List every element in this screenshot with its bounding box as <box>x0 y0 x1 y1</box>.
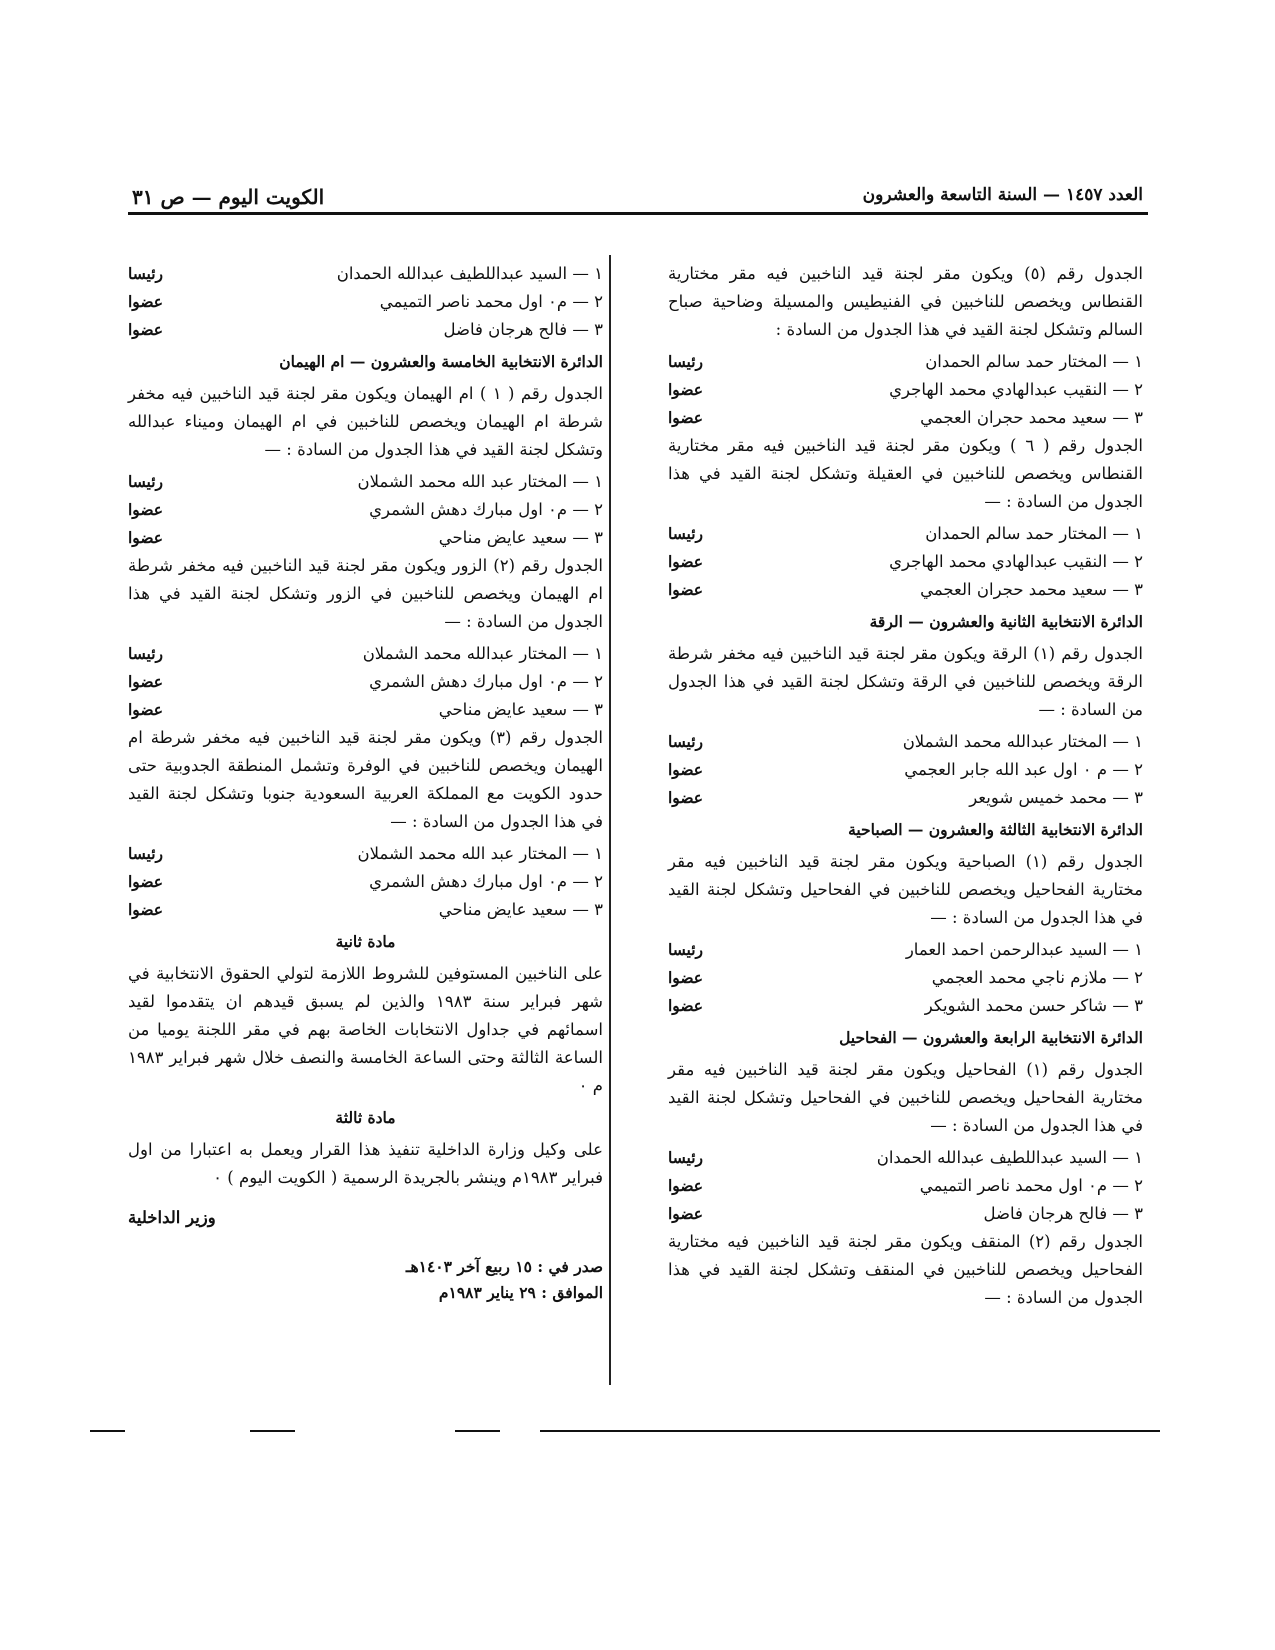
member-row <box>668 1200 1143 1228</box>
member-row <box>668 1144 1143 1172</box>
footer-rule-fragment <box>90 1430 125 1432</box>
footer-rule-fragment <box>455 1430 500 1432</box>
member-role: رئيسا <box>668 1148 704 1167</box>
member-name: ٢ — ملازم ناجي محمد العجمي <box>931 968 1143 987</box>
member-role: رئيسا <box>128 264 164 283</box>
member-row <box>128 840 603 868</box>
district-22-text: الجدول رقم (١) الرقة ويكون مقر لجنة قيد الناخبين فيه مخفر شرطة الرقة ويخصص للناخبين في الرقة وتشكل لجنة القيد في هذا الجدول من السادة : — <box>668 644 1143 719</box>
page-header: الكويت اليوم — ص ٣١ <box>132 185 325 209</box>
member-row <box>668 784 1143 812</box>
table-5-text: الجدول رقم (٥) ويكون مقر لجنة قيد الناخبين فيه مقر مختارية القنطاس ويخصص للناخبين في الفنيطيس والمسيلة وضاحية صباح السالم وتشكل لجنة القيد في هذا الجدول من السادة : <box>668 264 1143 339</box>
member-row <box>128 868 603 896</box>
member-role: رئيسا <box>668 524 704 543</box>
right-column <box>668 260 1143 1316</box>
member-role: عضوا <box>128 528 164 547</box>
article-2-heading: مادة ثانية <box>335 932 396 951</box>
header-rule <box>128 212 1148 215</box>
column-divider <box>609 255 611 1385</box>
district-25-heading: الدائرة الانتخابية الخامسة والعشرون — ام الهيمان <box>279 352 603 371</box>
member-role: عضوا <box>668 1176 704 1195</box>
member-row <box>668 1172 1143 1200</box>
member-row <box>128 288 603 316</box>
member-name: ٢ — النقيب عبدالهادي محمد الهاجري <box>889 552 1143 571</box>
member-role: رئيسا <box>128 644 164 663</box>
member-name: ٢ — م٠ اول مبارك دهش الشمري <box>369 500 603 519</box>
member-name: ٣ — سعيد عايض مناحي <box>438 528 603 547</box>
member-row <box>668 936 1143 964</box>
member-name: ٢ — النقيب عبدالهادي محمد الهاجري <box>889 380 1143 399</box>
district-22-heading: الدائرة الانتخابية الثانية والعشرون — الرقة <box>869 612 1143 631</box>
member-row <box>668 348 1143 376</box>
member-row <box>128 468 603 496</box>
member-name: ١ — المختار عبدالله محمد الشملان <box>902 732 1143 751</box>
member-row <box>128 316 603 344</box>
member-role: رئيسا <box>128 844 164 863</box>
member-name: ١ — المختار عبدالله محمد الشملان <box>362 644 603 663</box>
member-row <box>668 520 1143 548</box>
member-role: عضوا <box>128 900 164 919</box>
member-name: ٣ — شاكر حسن محمد الشويكر <box>924 996 1143 1015</box>
member-role: رئيسا <box>668 940 704 959</box>
member-row <box>668 728 1143 756</box>
member-role: رئيسا <box>668 732 704 751</box>
member-role: عضوا <box>668 760 704 779</box>
member-name: ١ — السيد عبداللطيف عبدالله الحمدان <box>876 1148 1143 1167</box>
minister-signature: وزير الداخلية <box>128 1208 216 1227</box>
district-23-heading: الدائرة الانتخابية الثالثة والعشرون — الصباحية <box>848 820 1143 839</box>
footer-rule-fragment <box>250 1430 295 1432</box>
district-24-heading: الدائرة الانتخابية الرابعة والعشرون — الفحاحيل <box>839 1028 1143 1047</box>
member-row <box>668 548 1143 576</box>
member-role: عضوا <box>128 320 164 339</box>
member-row <box>668 376 1143 404</box>
member-name: ٢ — م٠ اول محمد ناصر التميمي <box>919 1176 1143 1195</box>
member-row <box>128 260 603 288</box>
member-role: عضوا <box>668 552 704 571</box>
member-row <box>668 756 1143 784</box>
district-24-text: الجدول رقم (١) الفحاحيل ويكون مقر لجنة قيد الناخبين فيه مقر مختارية الفحاحيل ويخصص للناخبين في الفحاحيل وتشكل لجنة القيد في هذا الجدول من السادة : — <box>668 1060 1143 1135</box>
member-name: ٢ — م ٠ اول عبد الله جابر العجمي <box>904 760 1143 779</box>
district-25-table-1-text: الجدول رقم ( ١ ) ام الهيمان ويكون مقر لجنة قيد الناخبين فيه مخفر شرطة ام الهيمان ويخصص للناخبين في ام الهيمان وميناء عبدالله وتشكل لجنة القيد في هذا الجدول من السادة : — <box>128 384 604 459</box>
member-name: ١ — السيد عبداللطيف عبدالله الحمدان <box>336 264 603 283</box>
article-3-heading: مادة ثالثة <box>335 1108 396 1127</box>
article-3-text: على وكيل وزارة الداخلية تنفيذ هذا القرار ويعمل به اعتبارا من اول فبراير ١٩٨٣م وينشر بالجريدة الرسمية ( الكويت اليوم ) ٠ <box>128 1140 603 1187</box>
left-column <box>128 260 603 1306</box>
member-row <box>128 640 603 668</box>
district-25-table-2-text: الجدول رقم (٢) الزور ويكون مقر لجنة قيد الناخبين فيه مخفر شرطة ام الهيمان ويخصص للناخبين في الزور وتشكل لجنة القيد في هذا الجدول من السادة : — <box>128 556 603 631</box>
article-2-text: على الناخبين المستوفين للشروط اللازمة لتولي الحقوق الانتخابية في شهر فبراير سنة ١٩٨٣ والذين لم يسبق قيدهم ان يتقدموا لقيد اسمائهم في جداول الانتخابات الخاصة بهم في مقر اللجنة يوميا من الساعة الثالثة وحتى الساعة الخامسة والنصف خلال شهر فبراير ١٩٨٣ م ٠ <box>128 964 603 1095</box>
mangaf-table-text: الجدول رقم (٢) المنقف ويكون مقر لجنة قيد الناخبين فيه مختارية الفحاحيل ويخصص للناخبين في المنقف وتشكل لجنة القيد في هذا الجدول من السادة : — <box>668 1232 1143 1307</box>
table-6-text: الجدول رقم ( ٦ ) ويكون مقر لجنة قيد الناخبين فيه مقر مختارية القنطاس ويخصص للناخبين في العقيلة وتشكل لجنة القيد في هذا الجدول من السادة : — <box>668 436 1144 511</box>
member-name: ٣ — سعيد عايض مناحي <box>438 700 603 719</box>
member-role: عضوا <box>128 872 164 891</box>
member-row <box>128 896 603 924</box>
district-23-text: الجدول رقم (١) الصباحية ويكون مقر لجنة قيد الناخبين فيه مقر مختارية الفحاحيل ويخصص للناخبين في الفحاحيل وتشكل لجنة القيد في هذا الجدول من السادة : — <box>668 852 1143 927</box>
issue-header: العدد ١٤٥٧ — السنة التاسعة والعشرون <box>862 185 1143 205</box>
member-name: ٣ — محمد خميس شويعر <box>969 788 1143 807</box>
member-row <box>668 964 1143 992</box>
corresponding-date: الموافق : ٢٩ يناير ١٩٨٣م <box>438 1283 603 1302</box>
member-role: عضوا <box>668 996 704 1015</box>
member-row <box>128 696 603 724</box>
member-name: ٣ — سعيد محمد حجران العجمي <box>920 408 1143 427</box>
member-role: عضوا <box>668 1204 704 1223</box>
member-row <box>668 404 1143 432</box>
member-name: ١ — السيد عبدالرحمن احمد العمار <box>905 940 1143 959</box>
member-name: ٢ — م٠ اول مبارك دهش الشمري <box>369 672 603 691</box>
footer-rule <box>540 1430 1160 1432</box>
member-role: عضوا <box>128 700 164 719</box>
district-25-table-3-text: الجدول رقم (٣) ويكون مقر لجنة قيد الناخبين فيه مخفر شرطة ام الهيمان ويخصص للناخبين في الوفرة وتشمل المنطقة الجدوبية حتى حدود الكويت مع المملكة العربية السعودية جنوبا وتشكل لجنة القيد في هذا الجدول من السادة : — <box>128 728 603 831</box>
member-role: عضوا <box>668 580 704 599</box>
member-name: ١ — المختار حمد سالم الحمدان <box>925 352 1143 371</box>
member-role: عضوا <box>668 380 704 399</box>
issued-date: صدر في : ١٥ ربيع آخر ١٤٠٣هـ <box>405 1257 603 1276</box>
member-role: رئيسا <box>128 472 164 491</box>
member-role: رئيسا <box>668 352 704 371</box>
member-name: ١ — المختار حمد سالم الحمدان <box>925 524 1143 543</box>
member-name: ٣ — سعيد محمد حجران العجمي <box>920 580 1143 599</box>
member-role: عضوا <box>128 500 164 519</box>
member-row <box>128 668 603 696</box>
member-role: عضوا <box>668 788 704 807</box>
member-name: ٣ — سعيد عايض مناحي <box>438 900 603 919</box>
member-row <box>668 576 1143 604</box>
member-role: عضوا <box>668 968 704 987</box>
member-name: ٢ — م٠ اول مبارك دهش الشمري <box>369 872 603 891</box>
member-row <box>128 496 603 524</box>
member-role: عضوا <box>668 408 704 427</box>
member-name: ١ — المختار عبد الله محمد الشملان <box>357 472 603 491</box>
issue-date-block <box>128 1254 603 1306</box>
member-row <box>668 992 1143 1020</box>
member-role: عضوا <box>128 292 164 311</box>
member-name: ٣ — فالح هرجان فاضل <box>983 1204 1143 1223</box>
member-name: ٣ — فالح هرجان فاضل <box>443 320 603 339</box>
member-name: ١ — المختار عبد الله محمد الشملان <box>357 844 603 863</box>
member-row <box>128 524 603 552</box>
member-role: عضوا <box>128 672 164 691</box>
member-name: ٢ — م٠ اول محمد ناصر التميمي <box>379 292 603 311</box>
